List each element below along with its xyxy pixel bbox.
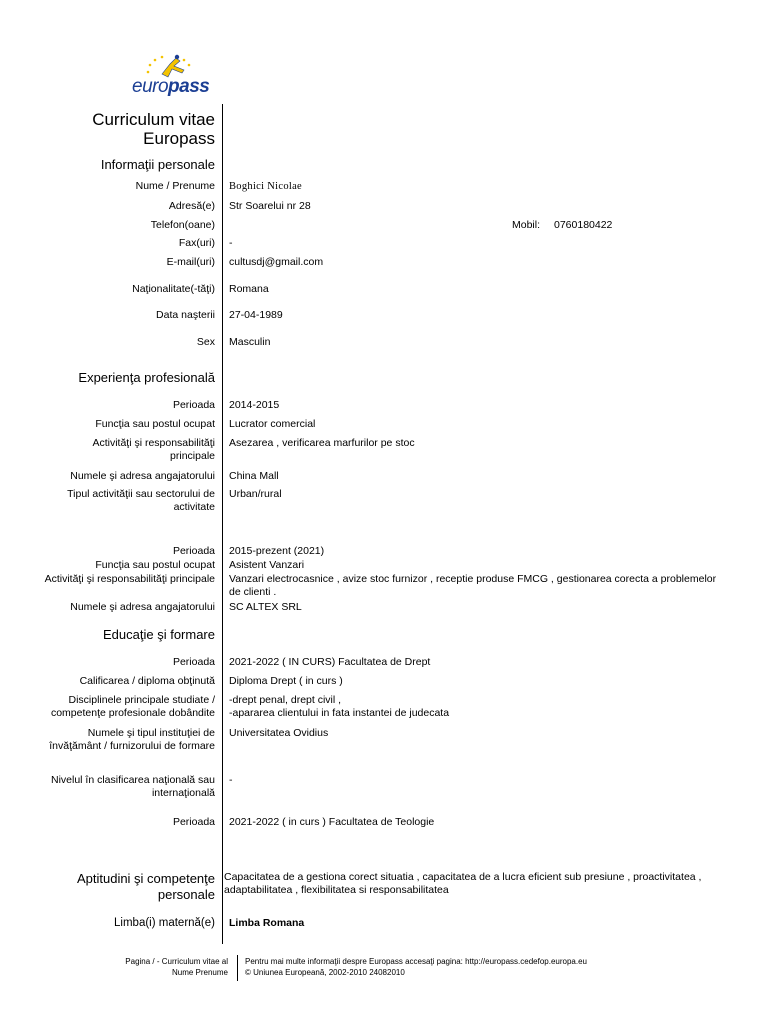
europass-wordmark: europass — [132, 76, 210, 97]
mother-tongue-label: Limba(i) maternă(e) — [114, 917, 215, 929]
job2-activities-label: Activităţi şi responsabilităţi principale — [44, 573, 215, 585]
fax-value: - — [229, 237, 233, 249]
job1-position-label: Funcţia sau postul ocupat — [95, 418, 215, 430]
job1-employer-value: China Mall — [229, 470, 279, 482]
edu-period-label: Perioada — [172, 656, 215, 668]
sex-label: Sex — [196, 336, 215, 348]
edu-subjects-label: Disciplinele principale studiate / competenţe profesionale dobândite — [50, 694, 215, 719]
job2-employer-label: Numele şi adresa angajatorului — [70, 601, 215, 613]
nationality-value: Romana — [229, 283, 269, 295]
job2-position-label: Funcţia sau postul ocupat — [95, 559, 215, 571]
job2-position-value: Asistent Vanzari — [229, 559, 305, 571]
edu-institution-value: Universitatea Ovidius — [229, 727, 329, 739]
job1-period-label: Perioada — [172, 399, 215, 411]
address-value: Str Soarelui nr 28 — [229, 200, 311, 212]
fax-label: Fax(uri) — [178, 237, 215, 249]
edu-period2-value: 2021-2022 ( in curs ) Facultatea de Teologie — [229, 816, 435, 828]
mobile-value: 0760180422 — [554, 219, 613, 231]
column-divider — [222, 104, 223, 944]
mobile-label: Mobil: — [512, 219, 541, 231]
job1-period-value: 2014-2015 — [229, 399, 280, 411]
job1-activities-value: Asezarea , verificarea marfurilor pe stoc — [229, 437, 415, 449]
name-label: Nume / Prenume — [135, 180, 215, 192]
section-heading-personal: Informaţii personale — [100, 157, 215, 172]
phone-label: Telefon(oane) — [150, 219, 215, 231]
job1-position-value: Lucrator comercial — [229, 418, 316, 430]
job1-sector-value: Urban/rural — [229, 488, 282, 500]
job2-period-label: Perioada — [172, 545, 215, 557]
footer-page-info: Pagina / - Curriculum vitae al Nume Prenume — [125, 957, 228, 977]
edu-level-label: Nivelul în clasificarea naţională sau internaţională — [50, 774, 215, 799]
edu-period-value: 2021-2022 ( IN CURS) Facultatea de Drept — [229, 656, 431, 668]
email-label: E-mail(uri) — [166, 256, 215, 268]
footer-divider — [237, 955, 238, 981]
edu-level-value: - — [229, 774, 233, 786]
job1-sector-label: Tipul activităţii sau sectorului de activitate — [67, 488, 215, 513]
footer-europass-info: Pentru mai multe informaţii despre Europass accesaţi pagina: http://europass.cedefop.europa.eu © Uniunea Europeană, 2002-2010 24082010 — [245, 957, 587, 977]
job2-activities-value: Vanzari electrocasnice , avize stoc furnizor , receptie produse FMCG , gestionarea corecta a problemelor de clienti . — [229, 573, 717, 598]
edu-qualification-label: Calificarea / diploma obţinută — [79, 675, 215, 687]
europass-logo — [132, 52, 232, 102]
cv-title: Curriculum vitae Europass — [92, 110, 215, 148]
skills-value: Capacitatea de a gestiona corect situatia , capacitatea de a lucra eficient sub presiune , proactivitatea , adaptabilitatea , flexibilitatea si responsabilitatea — [224, 871, 702, 896]
address-label: Adresă(e) — [168, 200, 215, 212]
email-value: cultusdj@gmail.com — [229, 256, 324, 268]
birth-date-value: 27-04-1989 — [229, 309, 283, 321]
job2-period-value: 2015-prezent (2021) — [229, 545, 325, 557]
edu-subjects-value: -drept penal, drept civil , -apararea clientului in fata instantei de judecata — [229, 694, 450, 719]
section-heading-education: Educaţie şi formare — [103, 627, 215, 642]
job2-employer-value: SC ALTEX SRL — [229, 601, 302, 613]
section-heading-skills: Aptitudini şi competenţe personale — [76, 871, 215, 902]
nationality-label: Naţionalitate(-tăţi) — [132, 283, 215, 295]
mother-tongue-value: Limba Romana — [229, 917, 305, 929]
birth-date-label: Data naşterii — [156, 309, 215, 321]
sex-value: Masculin — [229, 336, 271, 348]
name-value: Boghici Nicolae — [229, 181, 303, 192]
edu-institution-label: Numele şi tipul instituţiei de învăţământ / furnizorului de formare — [49, 727, 215, 752]
edu-qualification-value: Diploma Drept ( in curs ) — [229, 675, 343, 687]
job1-activities-label: Activităţi şi responsabilităţi principale — [92, 437, 215, 462]
section-heading-experience: Experienţa profesională — [78, 370, 215, 385]
edu-period2-label: Perioada — [172, 816, 215, 828]
job1-employer-label: Numele şi adresa angajatorului — [70, 470, 215, 482]
